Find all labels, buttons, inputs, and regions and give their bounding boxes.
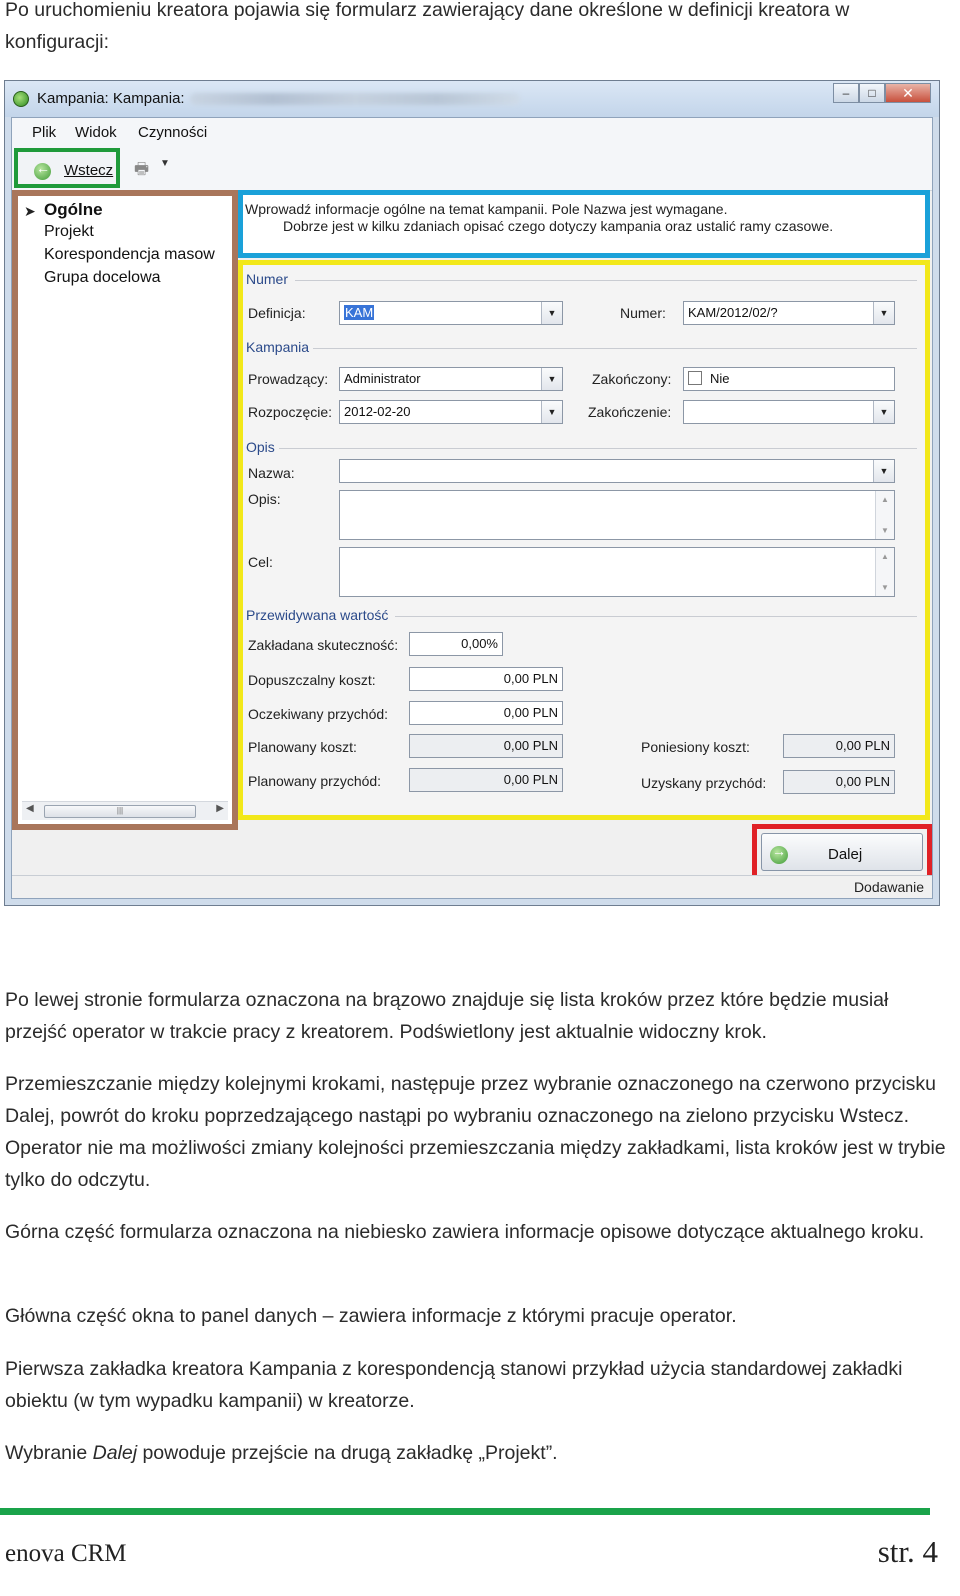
maximize-icon[interactable]: □ bbox=[859, 83, 885, 103]
toolbar bbox=[12, 146, 932, 191]
cel-scrollbar[interactable]: ▲ ▼ bbox=[875, 548, 894, 596]
nazwa-label: Nazwa: bbox=[248, 465, 295, 481]
p6-prefix: Wybranie bbox=[5, 1442, 93, 1464]
prowadzacy-value: Administrator bbox=[344, 371, 421, 386]
group-opis: Opis bbox=[246, 439, 275, 455]
menu-czynnosci[interactable]: Czynności bbox=[138, 124, 208, 141]
title-bar bbox=[5, 81, 939, 117]
paragraph-5: Pierwsza zakładka kreatora Kampania z korespondencją stanowi przykład użycia standardowej zakładki obiektu (w tym wypadku kampanii) w kreatorze. bbox=[5, 1358, 903, 1412]
planowany-koszt-value: 0,00 PLN bbox=[409, 734, 563, 758]
oczekiwany-przychod-input[interactable]: 0,00 PLN bbox=[409, 701, 563, 725]
skutecznosc-label: Zakładana skuteczność: bbox=[248, 637, 399, 653]
poniesiony-koszt-label: Poniesiony koszt: bbox=[641, 739, 750, 755]
next-arrow-icon bbox=[770, 846, 788, 864]
checkbox-icon[interactable] bbox=[688, 371, 702, 385]
numer-label: Numer: bbox=[620, 305, 666, 321]
footer-product: enova CRM bbox=[5, 1540, 127, 1567]
next-button-highlight bbox=[752, 824, 932, 880]
info-line-2: Dobrze jest w kilku zdaniach opisać czego dotyczy kampania oraz ustalić ramy czasowe. bbox=[283, 218, 834, 234]
prowadzacy-select[interactable] bbox=[339, 367, 563, 391]
planowany-przychod-label: Planowany przychód: bbox=[248, 773, 382, 789]
poniesiony-koszt-value: 0,00 PLN bbox=[783, 734, 895, 758]
page-number: str. 4 bbox=[877, 1534, 938, 1569]
step-projekt: Projekt bbox=[44, 223, 94, 240]
next-button[interactable] bbox=[761, 833, 923, 871]
paragraph-2: Przemieszczanie między kolejnymi krokami, następuje przez wybranie oznaczonego na czerwono przycisku Dalej, powrót do kroku poprzedzającego nastąpi po wybraniu oznaczonego na zielono przycisku Wstecz. Operator nie ma możliwości zmiany kolejności przemieszczania między zakładkami, lista kroków jest w trybie tylko do odczytu. bbox=[5, 1073, 946, 1191]
group-numer: Numer bbox=[246, 271, 289, 287]
cel-textarea[interactable] bbox=[339, 547, 895, 597]
back-arrow-icon bbox=[34, 163, 51, 180]
info-line-1: Wprowadź informacje ogólne na temat kampanii. Pole Nazwa jest wymagane. bbox=[245, 201, 728, 217]
cel-label: Cel: bbox=[248, 554, 273, 570]
chevron-down-icon[interactable]: ▼ bbox=[541, 368, 562, 390]
paragraph-3: Górna część formularza oznaczona na niebiesko zawiera informacje opisowe dotyczące aktualnego kroku. bbox=[5, 1221, 925, 1243]
chevron-down-icon[interactable]: ▼ bbox=[873, 302, 894, 324]
paragraph-6 bbox=[5, 1437, 950, 1469]
chevron-down-icon[interactable]: ▼ bbox=[541, 302, 562, 324]
rozpoczecie-label: Rozpoczęcie: bbox=[248, 404, 333, 420]
numer-value: KAM/2012/02/? bbox=[688, 305, 778, 320]
numer-select[interactable] bbox=[683, 301, 895, 325]
data-panel bbox=[238, 260, 930, 820]
group-kampania: Kampania bbox=[246, 339, 310, 355]
definicja-value: KAM bbox=[345, 305, 374, 320]
opis-textarea[interactable] bbox=[339, 490, 895, 540]
current-step-arrow-icon: ➤ bbox=[24, 203, 36, 219]
status-text: Dodawanie bbox=[853, 879, 924, 895]
rozpoczecie-date[interactable] bbox=[339, 400, 563, 424]
paragraph-4: Główna część okna to panel danych – zawiera informacje z którymi pracuje operator. bbox=[5, 1305, 737, 1327]
step-ogolne: Ogólne bbox=[44, 200, 103, 219]
step-korespondencja: Korespondencja masow bbox=[44, 246, 215, 263]
back-button-label: Wstecz bbox=[64, 162, 114, 179]
status-bar bbox=[12, 875, 932, 898]
planowany-przychod-value: 0,00 PLN bbox=[409, 768, 563, 792]
window-title: Kampania: Kampania: bbox=[37, 90, 185, 107]
uzyskany-przychod-label: Uzyskany przychód: bbox=[641, 775, 767, 791]
chevron-down-icon[interactable]: ▼ bbox=[541, 401, 562, 423]
step-grupa-docelowa: Grupa docelowa bbox=[44, 269, 161, 286]
zakonczony-label: Zakończony: bbox=[592, 371, 672, 387]
opis-scrollbar[interactable]: ▲ ▼ bbox=[875, 491, 894, 539]
uzyskany-przychod-value: 0,00 PLN bbox=[783, 770, 895, 794]
skutecznosc-input[interactable]: 0,00% bbox=[409, 632, 503, 656]
steps-list bbox=[12, 190, 238, 830]
horizontal-scrollbar[interactable] bbox=[22, 801, 228, 820]
chevron-down-icon[interactable]: ▼ bbox=[160, 158, 170, 169]
zakonczony-value: Nie bbox=[710, 371, 730, 386]
wizard-window bbox=[4, 80, 940, 906]
app-icon bbox=[13, 91, 29, 107]
oczekiwany-przychod-label: Oczekiwany przychód: bbox=[248, 706, 389, 722]
menu-plik[interactable]: Plik bbox=[32, 124, 57, 141]
dopuszczalny-koszt-label: Dopuszczalny koszt: bbox=[248, 672, 376, 688]
nazwa-input[interactable] bbox=[339, 459, 895, 483]
planowany-koszt-label: Planowany koszt: bbox=[248, 739, 357, 755]
p6-suffix: powoduje przejście na drugą zakładkę „Projekt”. bbox=[137, 1442, 558, 1464]
dopuszczalny-koszt-input[interactable]: 0,00 PLN bbox=[409, 667, 563, 691]
rozpoczecie-value: 2012-02-20 bbox=[344, 404, 411, 419]
zakonczony-checkbox[interactable] bbox=[683, 367, 895, 391]
scroll-left-icon[interactable]: ◀ bbox=[26, 803, 34, 814]
step-info-panel bbox=[238, 190, 930, 258]
prowadzacy-label: Prowadzący: bbox=[248, 371, 329, 387]
menu-widok[interactable]: Widok bbox=[75, 124, 117, 141]
chevron-down-icon[interactable]: ▼ bbox=[873, 460, 894, 482]
chevron-down-icon[interactable]: ▼ bbox=[873, 401, 894, 423]
back-button[interactable] bbox=[14, 148, 120, 188]
close-icon[interactable]: ✕ bbox=[885, 83, 931, 103]
scroll-right-icon[interactable]: ▶ bbox=[216, 803, 224, 814]
paragraph-1: Po lewej stronie formularza oznaczona na brązowo znajduje się lista kroków przez które będzie musiał przejść operator w trakcie pracy z kreatorem. Podświetlony jest aktualnie widoczny krok. bbox=[5, 989, 889, 1043]
blurred-title-part bbox=[190, 93, 520, 105]
intro-paragraph: Po uruchomieniu kreatora pojawia się formularz zawierający dane określone w definicji kreatora w konfiguracji: bbox=[5, 0, 850, 53]
zakonczenie-date[interactable] bbox=[683, 400, 895, 424]
zakonczenie-label: Zakończenie: bbox=[588, 404, 672, 420]
opis-label: Opis: bbox=[248, 491, 281, 507]
next-button-label: Dalej bbox=[828, 846, 863, 863]
p6-emphasis: Dalej bbox=[92, 1442, 138, 1464]
definicja-select[interactable] bbox=[339, 301, 563, 325]
definicja-label: Definicja: bbox=[248, 305, 306, 321]
group-przewidywana-wartosc: Przewidywana wartość bbox=[246, 607, 389, 623]
scroll-thumb[interactable]: ||| bbox=[44, 805, 196, 818]
menu-bar bbox=[12, 118, 932, 146]
footer-divider bbox=[0, 1508, 930, 1515]
printer-icon[interactable]: 🖶 bbox=[134, 161, 150, 178]
minimize-icon[interactable]: – bbox=[833, 83, 859, 103]
